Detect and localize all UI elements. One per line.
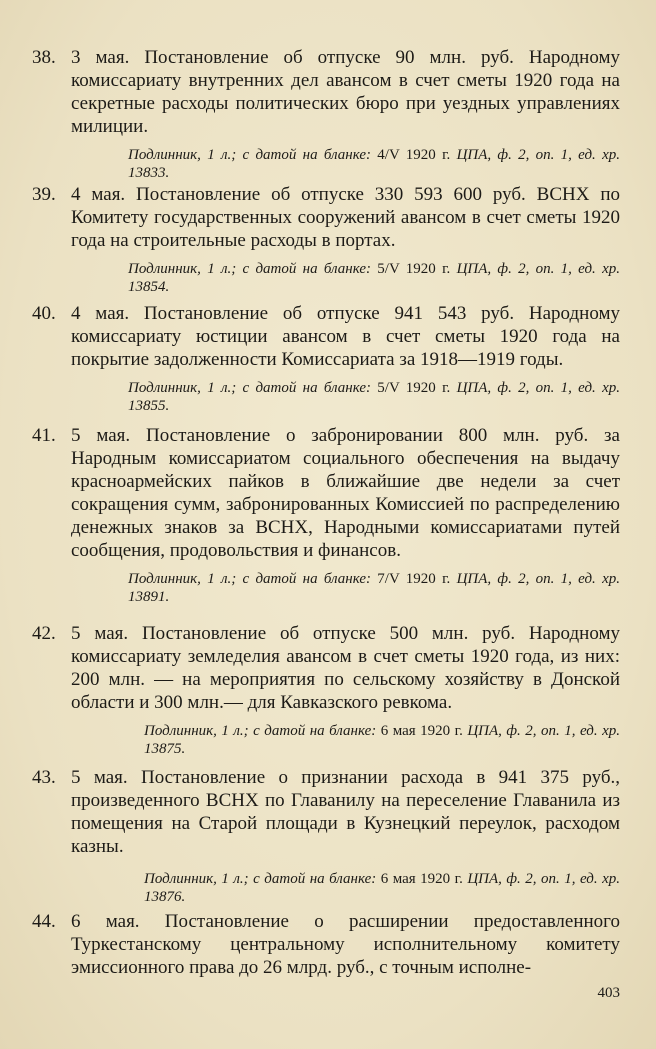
entry-41 [32,424,620,606]
note-archive: ЦПА, ф. 2, оп. 1, ед. хр. 13891. [128,571,620,605]
entry-number: 38. [32,47,56,68]
entry-44 [32,910,620,979]
note-archive: ЦПА, ф. 2, оп. 1, ед. хр. 13876. [144,871,620,905]
note-archive: ЦПА, ф. 2, оп. 1, ед. хр. 13854. [128,261,620,295]
entry-text: 3 мая. Постановление об отпуске 90 млн. руб. Народному комиссариату внутренних дел авансом в счет сметы 1920 года на секретные расходы политических бюро при уездных управлениях милиции. [71,47,620,137]
note-date: 6 мая 1920 г. [380,871,463,887]
note-date: 4/V 1920 г. [377,147,451,163]
note-source: Подлинник, 1 л.; с датой на бланке: [128,571,372,587]
note-archive: ЦПА, ф. 2, оп. 1, ед. хр. 13875. [144,723,620,757]
entry-number: 41. [32,425,56,446]
archive-note [32,379,620,415]
archive-note [32,146,620,182]
entry-number: 39. [32,184,56,205]
archive-note [32,570,620,606]
note-date: 5/V 1920 г. [377,261,451,277]
entry-42 [32,622,620,758]
archive-note [32,870,620,906]
entry-text: 4 мая. Постановление об отпуске 330 593 600 руб. ВСНХ по Комитету государственных сооружений авансом в счет сметы 1920 года на строительные расходы в портах. [71,184,620,251]
page-number: 403 [597,985,620,1001]
archive-note [32,722,620,758]
archive-note [32,260,620,296]
note-archive: ЦПА, ф. 2, оп. 1, ед. хр. 13833. [128,147,620,181]
note-date: 6 мая 1920 г. [380,723,463,739]
entry-text: 5 мая. Постановление о забронировании 800 млн. руб. за Народным комиссариатом социального обеспечения на выдачу красноармейских пайков в ближайшие две недели за счет сокращения сумм, забронированных Комиссией по распределению денежных знаков за ВСНХ, Народными комиссариатами путей сообщения, продовольствия и финансов. [71,425,620,561]
entry-number: 44. [32,911,56,932]
entry-40 [32,302,620,415]
entry-text: 5 мая. Постановление об отпуске 500 млн. руб. Народному комиссариату земледелия авансом в счет сметы 1920 года, из них: 200 млн. — на мероприятия по сельскому хозяйству в Донской области и 300 млн.— для Кавказского ревкома. [71,623,620,713]
entry-number: 42. [32,623,56,644]
note-archive: ЦПА, ф. 2, оп. 1, ед. хр. 13855. [128,380,620,414]
entry-38 [32,46,620,182]
entry-text: 6 мая. Постановление о расширении предоставленного Туркестанскому центральному исполнительному комитету эмиссионного права до 26 млрд. руб., с точным исполне- [71,911,620,978]
entry-number: 43. [32,767,56,788]
entry-39 [32,183,620,296]
entry-number: 40. [32,303,56,324]
note-date: 7/V 1920 г. [377,571,451,587]
entry-text: 4 мая. Постановление об отпуске 941 543 руб. Народному комиссариату юстиции авансом в счет сметы 1920 года на покрытие задолженности Комиссариата за 1918—1919 годы. [71,303,620,370]
note-source: Подлинник, 1 л.; с датой на бланке: [144,871,377,887]
note-date: 5/V 1920 г. [377,380,451,396]
note-source: Подлинник, 1 л.; с датой на бланке: [128,380,372,396]
entry-text: 5 мая. Постановление о признании расхода в 941 375 руб., произведенного ВСНХ по Главанилу на переселение Главанила из помещения на Старой площади в Кузнецкий переулок, расходом казны. [71,767,620,857]
entry-43 [32,766,620,906]
note-source: Подлинник, 1 л.; с датой на бланке: [144,723,377,739]
note-source: Подлинник, 1 л.; с датой на бланке: [128,147,372,163]
note-source: Подлинник, 1 л.; с датой на бланке: [128,261,372,277]
